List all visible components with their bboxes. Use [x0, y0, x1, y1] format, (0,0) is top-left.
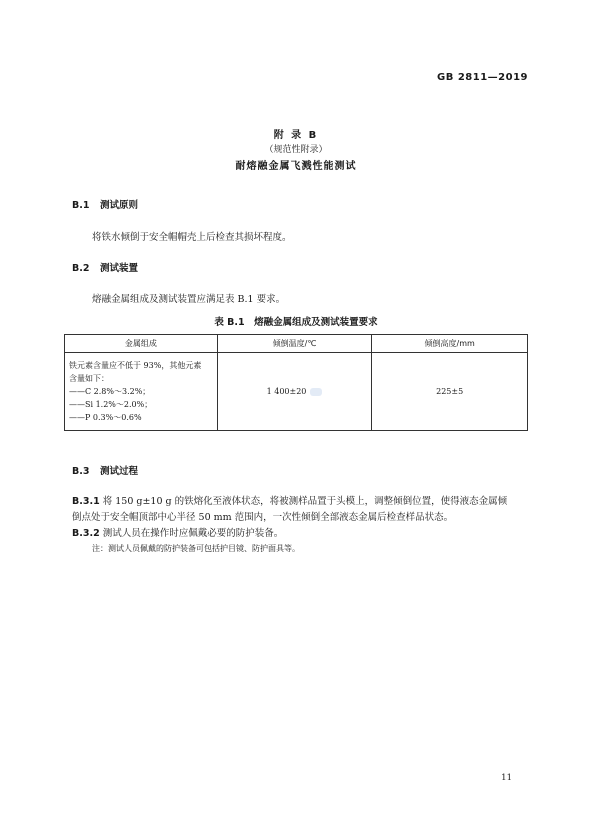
clause-b31: [72, 494, 507, 510]
header-height: 倾倒高度/mm: [372, 335, 528, 353]
annex-name: 耐熔融金属飞溅性能测试: [235, 161, 357, 172]
clause-text-line: 将 150 g±10 g 的铁熔化至液体状态，将被测样品置于头模上，调整倾倒位置，使得液态金属倾: [102, 496, 508, 507]
temperature-value: 1 400±20: [266, 387, 307, 396]
section-b3-heading: [72, 463, 138, 477]
section-title: 测试原则: [100, 200, 139, 211]
section-number: B.2: [72, 263, 90, 274]
watermark-icon: [310, 388, 322, 396]
composition-cell: [65, 353, 218, 431]
height-cell: 225±5: [372, 353, 528, 431]
composition-line: ——P 0.3%～0.6%: [69, 413, 142, 422]
composition-line: 铁元素含量应不低于 93%，其他元素: [69, 361, 202, 370]
clause-number: B.3.1: [72, 496, 100, 507]
section-b1-text: 将铁水倾倒于安全帽帽壳上后检查其损坏程度。: [92, 232, 292, 243]
section-title: 测试装置: [100, 263, 139, 274]
composition-line: ——C 2.8%～3.2%；: [69, 387, 151, 396]
annex-type: （规范性附录）: [264, 145, 328, 155]
clause-b31-continued: 倒点处于安全帽顶部中心半径 50 mm 范围内，一次性倾倒全部液态金属后检查样品状态。: [72, 512, 454, 523]
annex-title: 附 录 B: [273, 130, 319, 141]
section-b1-heading: [72, 197, 138, 211]
section-b2-heading: [72, 260, 138, 274]
header-composition: 金属组成: [65, 335, 218, 353]
section-number: B.1: [72, 200, 90, 211]
table-caption: 表 B.1 熔融金属组成及测试装置要求: [214, 317, 378, 328]
section-b2-text: 熔融金属组成及测试装置应满足表 B.1 要求。: [92, 294, 286, 305]
temperature-cell: [217, 353, 372, 431]
standard-number: GB 2811—2019: [437, 72, 528, 83]
table-row: [65, 353, 528, 431]
page-number: 11: [501, 773, 512, 783]
section-title: 测试过程: [100, 466, 139, 477]
header-temperature: 倾倒温度/℃: [217, 335, 372, 353]
table-header-row: [65, 335, 528, 353]
composition-line: 含量如下：: [69, 374, 109, 383]
requirements-table: [64, 334, 528, 431]
note: 注：测试人员佩戴的防护装备可包括护目镜、防护面具等。: [92, 544, 300, 553]
clause-number: B.3.2: [72, 528, 100, 539]
section-number: B.3: [72, 466, 90, 477]
clause-b32: [72, 526, 283, 542]
composition-line: ——Si 1.2%～2.0%；: [69, 400, 153, 409]
clause-text: 测试人员在操作时应佩戴必要的防护装备。: [102, 528, 284, 539]
